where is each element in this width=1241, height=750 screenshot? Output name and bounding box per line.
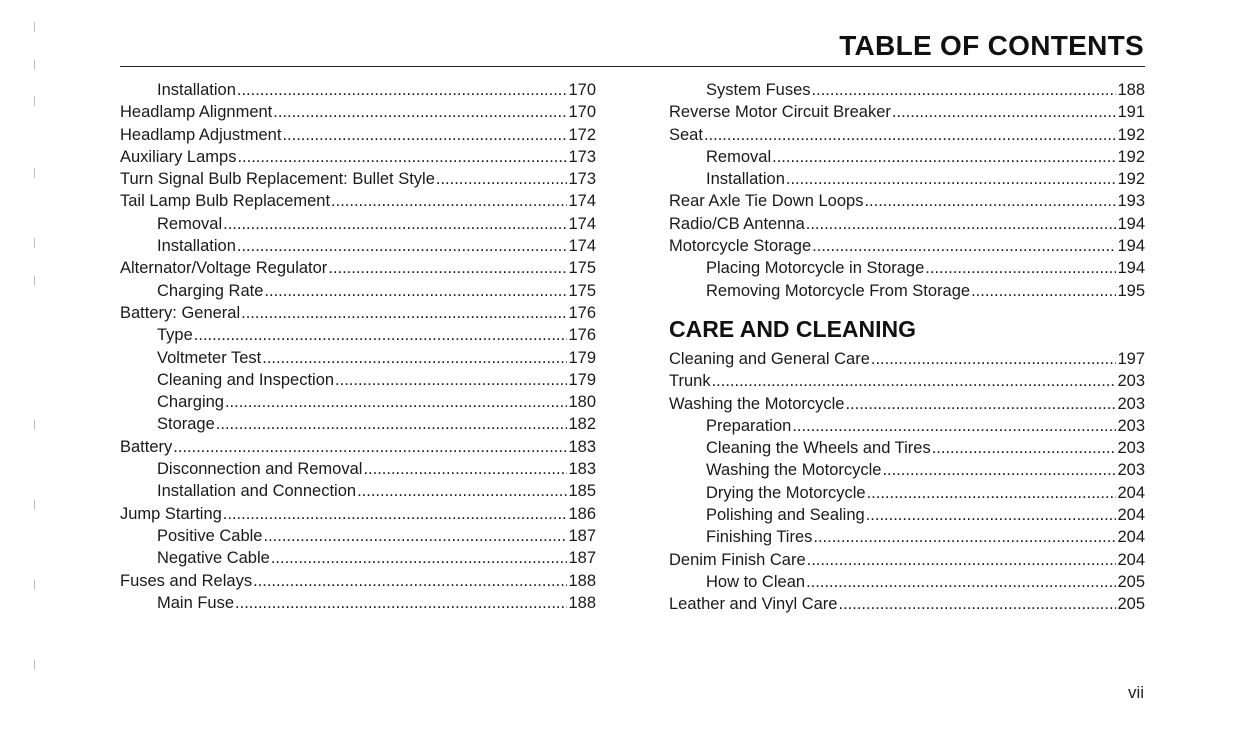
toc-entry-page: 175 [568,259,596,278]
dot-leader [932,437,1117,459]
toc-entry-page: 192 [1117,125,1145,144]
toc-entry-label: Alternator/Voltage Regulator [120,259,328,278]
toc-list-right-bottom [669,348,1145,616]
toc-entry-label: Positive Cable [157,526,263,545]
dot-leader [262,347,567,369]
toc-entry[interactable] [120,79,596,101]
dot-leader [867,482,1117,504]
toc-entry-label: Storage [157,415,215,434]
toc-entry-label: Cleaning and Inspection [157,370,335,389]
toc-entry-label: Washing the Motorcycle [669,394,845,413]
toc-entry[interactable] [120,213,596,235]
toc-entry-page: 183 [568,460,596,479]
toc-entry[interactable] [120,280,596,302]
toc-entry[interactable] [120,302,596,324]
toc-entry-label: Type [157,326,193,345]
dot-leader [223,503,568,525]
toc-entry-page: 187 [568,526,596,545]
toc-entry[interactable] [669,146,1145,168]
dot-leader [253,570,567,592]
toc-entry-label: Leather and Vinyl Care [669,595,838,614]
toc-entry[interactable] [669,101,1145,123]
dot-leader [263,525,567,547]
toc-entry[interactable] [120,525,596,547]
toc-entry-label: Removal [157,214,223,233]
toc-entry[interactable] [669,526,1145,548]
toc-entry-label: Removal [706,147,772,166]
toc-entry-page: 173 [568,147,596,166]
toc-entry-page: 204 [1117,550,1145,569]
dot-leader [838,593,1116,615]
toc-entry[interactable] [120,124,596,146]
dot-leader [194,324,568,346]
toc-entry-label: Headlamp Adjustment [120,125,282,144]
toc-entry[interactable] [120,369,596,391]
dot-leader [271,547,568,569]
toc-entry-page: 172 [568,125,596,144]
toc-list-left [120,79,596,614]
dot-leader [235,592,567,614]
toc-entry[interactable] [669,415,1145,437]
toc-entry-page: 192 [1117,170,1145,189]
toc-entry-page: 170 [568,103,596,122]
dot-leader [864,190,1116,212]
toc-entry[interactable] [669,393,1145,415]
toc-entry-label: Drying the Motorcycle [706,483,866,502]
toc-entry-label: Washing the Motorcycle [706,461,882,480]
toc-entry-label: Rear Axle Tie Down Loops [669,192,864,211]
toc-entry[interactable] [120,413,596,435]
toc-entry-label: Tail Lamp Bulb Replacement [120,192,331,211]
toc-entry-label: Main Fuse [157,593,235,612]
dot-leader [806,571,1116,593]
dot-leader [704,124,1117,146]
toc-entry[interactable] [120,101,596,123]
page-number: vii [1127,683,1144,702]
toc-entry[interactable] [120,436,596,458]
toc-entry-page: 203 [1117,416,1145,435]
toc-entry[interactable] [669,370,1145,392]
dot-leader [335,369,567,391]
section-heading-care-and-cleaning: CARE AND CLEANING [669,315,917,342]
header-rule [120,66,1145,67]
toc-entry-label: Installation [157,237,236,256]
dot-leader [223,213,567,235]
toc-entry[interactable] [669,213,1145,235]
toc-entry-page: 188 [568,593,596,612]
scan-margin-marks [34,20,36,720]
toc-entry-label: Trunk [669,372,711,391]
toc-entry[interactable] [669,348,1145,370]
toc-entry-page: 174 [568,214,596,233]
toc-entry-label: Removing Motorcycle From Storage [706,281,971,300]
toc-entry-page: 179 [568,370,596,389]
toc-entry-label: Battery: General [120,303,241,322]
toc-entry-label: Radio/CB Antenna [669,214,805,233]
dot-leader [237,146,567,168]
toc-entry[interactable] [669,190,1145,212]
dot-leader [812,235,1116,257]
toc-entry-page: 197 [1117,349,1145,368]
toc-entry-page: 204 [1117,506,1145,525]
toc-entry-label: Cleaning the Wheels and Tires [706,439,931,458]
dot-leader [712,370,1117,392]
toc-entry-page: 180 [568,393,596,412]
toc-entry[interactable] [120,547,596,569]
toc-entry-label: Finishing Tires [706,528,813,547]
toc-entry[interactable] [669,257,1145,279]
toc-entry-page: 194 [1117,214,1145,233]
dot-leader [273,101,567,123]
toc-entry-label: Charging Rate [157,281,264,300]
toc-entry-page: 192 [1117,147,1145,166]
toc-entry-label: Motorcycle Storage [669,237,812,256]
dot-leader [871,348,1117,370]
toc-entry-page: 203 [1117,372,1145,391]
dot-leader [225,391,568,413]
dot-leader [812,79,1117,101]
dot-leader [813,526,1116,548]
toc-entry[interactable] [669,437,1145,459]
toc-entry-page: 182 [568,415,596,434]
dot-leader [866,504,1117,526]
toc-entry[interactable] [669,571,1145,593]
toc-entry[interactable] [120,257,596,279]
toc-entry-page: 204 [1117,483,1145,502]
toc-entry-label: Preparation [706,416,792,435]
toc-list-right-top [669,79,1145,302]
dot-leader [237,235,568,257]
toc-entry-page: 194 [1117,237,1145,256]
toc-entry[interactable] [120,458,596,480]
toc-entry-page: 185 [568,482,596,501]
dot-leader [241,302,567,324]
toc-entry[interactable] [669,79,1145,101]
toc-entry-page: 203 [1117,394,1145,413]
toc-entry-page: 176 [568,303,596,322]
toc-entry-label: Disconnection and Removal [157,460,363,479]
toc-entry-label: Turn Signal Bulb Replacement: Bullet Style [120,170,435,189]
dot-leader [216,413,568,435]
toc-entry[interactable] [120,190,596,212]
dot-leader [925,257,1116,279]
toc-entry-page: 174 [568,192,596,211]
toc-entry-label: Denim Finish Care [669,550,806,569]
toc-entry-page: 176 [568,326,596,345]
page-title: TABLE OF CONTENTS [839,30,1144,61]
dot-leader [357,480,567,502]
toc-entry-page: 179 [568,348,596,367]
toc-entry[interactable] [669,482,1145,504]
toc-entry-label: Cleaning and General Care [669,349,870,368]
toc-entry-page: 170 [568,81,596,99]
dot-leader [845,393,1116,415]
toc-entry[interactable] [669,235,1145,257]
toc-entry-label: Seat [669,125,703,144]
dot-leader [363,458,567,480]
dot-leader [436,168,568,190]
toc-entry-page: 194 [1117,259,1145,278]
dot-leader [892,101,1117,123]
toc-entry[interactable] [120,347,596,369]
dot-leader [282,124,567,146]
toc-entry-label: How to Clean [706,572,806,591]
dot-leader [882,459,1116,481]
toc-entry-page: 195 [1117,281,1145,300]
toc-entry[interactable] [120,480,596,502]
toc-entry[interactable] [669,168,1145,190]
dot-leader [264,280,567,302]
toc-entry[interactable] [669,459,1145,481]
toc-entry-label: Installation and Connection [157,482,357,501]
toc-entry-label: Auxiliary Lamps [120,147,237,166]
dot-leader [806,213,1117,235]
toc-entry-page: 204 [1117,528,1145,547]
toc-entry-label: Reverse Motor Circuit Breaker [669,103,891,122]
toc-entry[interactable] [120,168,596,190]
toc-entry-label: Negative Cable [157,549,270,568]
toc-entry-page: 175 [568,281,596,300]
toc-left-column [120,79,596,614]
toc-entry-label: Placing Motorcycle in Storage [706,259,925,278]
toc-entry[interactable] [120,324,596,346]
toc-entry[interactable] [120,235,596,257]
toc-entry-page: 174 [568,237,596,256]
toc-entry[interactable] [669,124,1145,146]
toc-entry[interactable] [120,391,596,413]
toc-entry[interactable] [669,593,1145,615]
toc-entry-page: 187 [568,549,596,568]
toc-entry-label: System Fuses [706,81,811,99]
toc-right-column [669,79,1145,616]
toc-entry-page: 203 [1117,461,1145,480]
toc-entry-page: 191 [1117,103,1145,122]
toc-entry[interactable] [120,570,596,592]
toc-entry-page: 193 [1117,192,1145,211]
toc-entry[interactable] [669,504,1145,526]
dot-leader [971,280,1116,302]
toc-entry[interactable] [120,146,596,168]
toc-entry-label: Charging [157,393,224,412]
dot-leader [331,190,567,212]
toc-entry[interactable] [669,549,1145,571]
dot-leader [807,549,1117,571]
dot-leader [786,168,1117,190]
toc-entry-label: Installation [706,170,785,189]
toc-entry-label: Voltmeter Test [157,348,262,367]
toc-entry-page: 188 [1117,81,1145,99]
toc-entry[interactable] [120,592,596,614]
toc-entry-label: Polishing and Sealing [706,506,865,525]
toc-entry[interactable] [669,280,1145,302]
toc-entry-page: 205 [1117,595,1145,614]
dot-leader [772,146,1116,168]
toc-entry-label: Jump Starting [120,504,222,523]
dot-leader [237,79,568,101]
toc-entry-page: 183 [568,437,596,456]
toc-entry-page: 205 [1117,572,1145,591]
toc-entry-label: Fuses and Relays [120,571,253,590]
dot-leader [792,415,1116,437]
toc-entry-page: 188 [568,571,596,590]
toc-entry-label: Battery [120,437,173,456]
toc-entry-label: Installation [157,81,236,99]
toc-entry-label: Headlamp Alignment [120,103,273,122]
dot-leader [328,257,567,279]
toc-entry[interactable] [120,503,596,525]
toc-entry-page: 186 [568,504,596,523]
dot-leader [173,436,567,458]
toc-entry-page: 203 [1117,439,1145,458]
toc-entry-page: 173 [568,170,596,189]
